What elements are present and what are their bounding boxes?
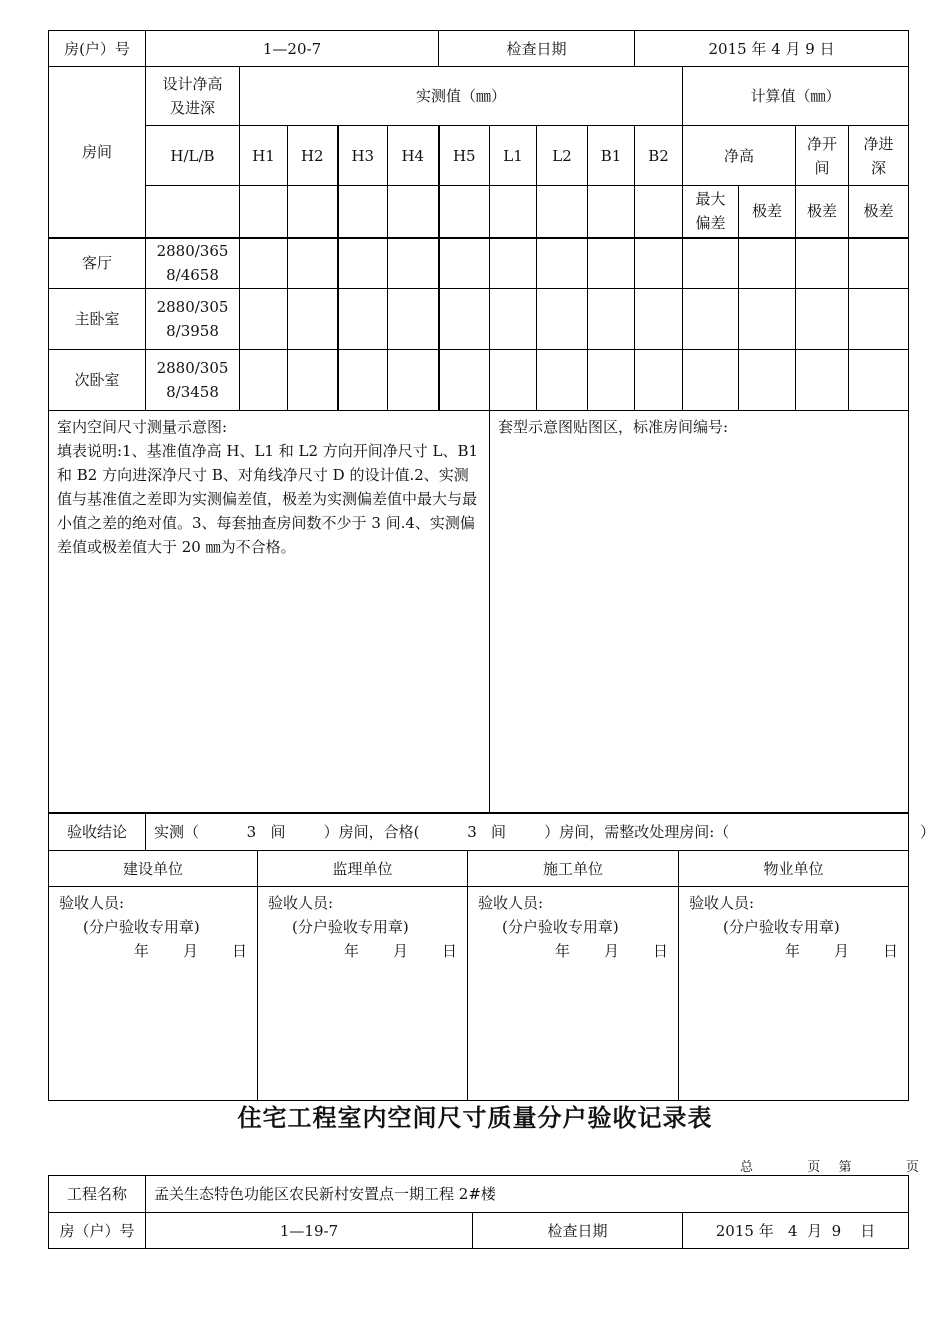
signature-box[interactable]	[258, 887, 468, 1101]
l2-cell[interactable]	[537, 238, 588, 289]
range-cell[interactable]	[739, 238, 796, 289]
house-no-value: 1—20-7	[146, 31, 439, 67]
net-height-header: 净高	[683, 126, 796, 186]
h3-cell[interactable]	[338, 289, 388, 350]
l2-cell[interactable]	[537, 289, 588, 350]
max-dev-cell[interactable]	[683, 350, 739, 411]
net-depth-header: 净进深	[849, 126, 909, 186]
l1-blank	[490, 186, 537, 238]
range-cell[interactable]	[849, 238, 909, 289]
h2-cell[interactable]	[288, 238, 338, 289]
l1-header: L1	[490, 126, 537, 186]
h1-cell[interactable]	[240, 238, 288, 289]
h3-cell[interactable]	[338, 350, 388, 411]
inspector-label: 验收人员:	[268, 894, 334, 912]
h1-blank	[240, 186, 288, 238]
range-header-2: 极差	[796, 186, 849, 238]
day-label: 日	[882, 942, 898, 960]
house-no-label: 房(户）号	[49, 31, 146, 67]
signature-box[interactable]	[49, 887, 258, 1101]
house-no-label: 房（户）号	[49, 1213, 146, 1249]
diagram-notes	[49, 411, 490, 814]
h4-cell[interactable]	[388, 350, 439, 411]
month-label: 月	[833, 942, 849, 960]
check-date-value: 2015 年 4 月 9 日	[635, 31, 909, 67]
h3-cell[interactable]	[338, 238, 388, 289]
form-title: 住宅工程室内空间尺寸质量分户验收记录表	[237, 1103, 713, 1132]
h2-blank	[288, 186, 338, 238]
month-label: 月	[182, 942, 198, 960]
b2-cell[interactable]	[635, 238, 683, 289]
h2-cell[interactable]	[288, 350, 338, 411]
diagram-title: 室内空间尺寸测量示意图:	[57, 418, 228, 436]
range-cell[interactable]	[849, 289, 909, 350]
day-label: 日	[652, 942, 668, 960]
l1-cell[interactable]	[490, 238, 537, 289]
conclusion-text: 实测（ 3 间 ）房间，合格( 3 间 ）房间，需整改处理房间:（ ）	[146, 813, 909, 851]
h5-blank	[439, 186, 490, 238]
conclusion-label: 验收结论	[49, 813, 146, 851]
calculated-header: 计算值（㎜）	[683, 67, 909, 126]
room-design: 2880/3058/3958	[146, 289, 240, 350]
party-property: 物业单位	[679, 851, 909, 887]
h3-blank	[338, 186, 388, 238]
h4-header: H4	[388, 126, 439, 186]
month-label: 月	[392, 942, 408, 960]
party-supervision: 监理单位	[258, 851, 468, 887]
room-name: 次卧室	[49, 350, 146, 411]
max-dev-cell[interactable]	[683, 289, 739, 350]
stamp-label: (分户验收专用章)	[292, 918, 409, 936]
inspector-label: 验收人员:	[478, 894, 544, 912]
h5-cell[interactable]	[439, 238, 490, 289]
l2-cell[interactable]	[537, 350, 588, 411]
instructions-text: 填表说明:1、基准值净高 H、L1 和 L2 方向开间净尺寸 L、B1 和 B2 方向进深净尺寸 B、对角线净尺寸 D 的设计值.2、实测值与基准值之差即为实测偏差值，极差为实测偏差值中最大与最小值之差的绝对值。3、每套抽查房间数不少于 3 间.4、实测偏差值或极差值大于 20 ㎜为不合格。	[57, 442, 479, 556]
conclusion-table	[48, 812, 935, 851]
sign-date	[268, 939, 457, 963]
table-row	[49, 238, 909, 289]
b2-cell[interactable]	[635, 350, 683, 411]
party-contractor: 施工单位	[468, 851, 679, 887]
day-label: 日	[231, 942, 247, 960]
hlb-blank	[146, 186, 240, 238]
project-name: 孟关生态特色功能区农民新村安置点一期工程 2#楼	[146, 1176, 909, 1213]
layout-note: 套型示意图贴图区，标准房间编号:	[498, 418, 729, 436]
b2-cell[interactable]	[635, 289, 683, 350]
l1-cell[interactable]	[490, 350, 537, 411]
b1-header: B1	[588, 126, 635, 186]
room-design: 2880/3058/3458	[146, 350, 240, 411]
h5-cell[interactable]	[439, 289, 490, 350]
h1-header: H1	[240, 126, 288, 186]
month-label: 月	[603, 942, 619, 960]
b1-cell[interactable]	[588, 289, 635, 350]
year-label: 年	[343, 942, 359, 960]
check-date-label: 检查日期	[473, 1213, 683, 1249]
range-cell[interactable]	[739, 350, 796, 411]
inspection-table	[48, 30, 909, 411]
b2-header: B2	[635, 126, 683, 186]
room-name: 主卧室	[49, 289, 146, 350]
range-cell[interactable]	[739, 289, 796, 350]
check-date-value: 2015 年 4 月 9 日	[683, 1213, 909, 1249]
check-date-label: 检查日期	[439, 31, 635, 67]
signature-box[interactable]	[468, 887, 679, 1101]
sign-date	[478, 939, 668, 963]
stamp-label: (分户验收专用章)	[83, 918, 200, 936]
h1-cell[interactable]	[240, 350, 288, 411]
l2-header: L2	[537, 126, 588, 186]
h1-cell[interactable]	[240, 289, 288, 350]
signature-box[interactable]	[679, 887, 909, 1101]
page-info: 总 页 第 页	[740, 1160, 919, 1175]
h5-header: H5	[439, 126, 490, 186]
room-design: 2880/3658/4658	[146, 238, 240, 289]
hlb-header: H/L/B	[146, 126, 240, 186]
table-row	[49, 350, 909, 411]
table-row	[49, 289, 909, 350]
signature-table	[48, 850, 909, 1101]
h4-cell[interactable]	[388, 238, 439, 289]
stamp-label: (分户验收专用章)	[723, 918, 840, 936]
stamp-label: (分户验收专用章)	[502, 918, 619, 936]
inspector-label: 验收人员:	[689, 894, 755, 912]
range-cell[interactable]	[849, 350, 909, 411]
year-label: 年	[784, 942, 800, 960]
b1-blank	[588, 186, 635, 238]
h2-header: H2	[288, 126, 338, 186]
project-table	[48, 1175, 909, 1249]
h2-cell[interactable]	[288, 289, 338, 350]
range-cell[interactable]	[796, 238, 849, 289]
design-header: 设计净高及进深	[146, 67, 240, 126]
l1-cell[interactable]	[490, 289, 537, 350]
inspector-label: 验收人员:	[59, 894, 125, 912]
measured-header: 实测值（㎜）	[240, 67, 683, 126]
range-header-1: 极差	[739, 186, 796, 238]
room-header: 房间	[49, 67, 146, 238]
h5-cell[interactable]	[439, 350, 490, 411]
range-cell[interactable]	[796, 350, 849, 411]
range-cell[interactable]	[796, 289, 849, 350]
sign-date	[689, 939, 898, 963]
house-no-value: 1—19-7	[146, 1213, 473, 1249]
max-dev-header: 最大偏差	[683, 186, 739, 238]
l2-blank	[537, 186, 588, 238]
h4-cell[interactable]	[388, 289, 439, 350]
sign-date	[59, 939, 247, 963]
year-label: 年	[133, 942, 149, 960]
notes-table	[48, 410, 909, 814]
layout-paste-area[interactable]	[490, 411, 909, 814]
b2-blank	[635, 186, 683, 238]
max-dev-cell[interactable]	[683, 238, 739, 289]
net-width-header: 净开间	[796, 126, 849, 186]
day-label: 日	[441, 942, 457, 960]
b1-cell[interactable]	[588, 350, 635, 411]
year-label: 年	[554, 942, 570, 960]
project-label: 工程名称	[49, 1176, 146, 1213]
party-construction: 建设单位	[49, 851, 258, 887]
range-header-3: 极差	[849, 186, 909, 238]
b1-cell[interactable]	[588, 238, 635, 289]
h3-header: H3	[338, 126, 388, 186]
room-name: 客厅	[49, 238, 146, 289]
h4-blank	[388, 186, 439, 238]
